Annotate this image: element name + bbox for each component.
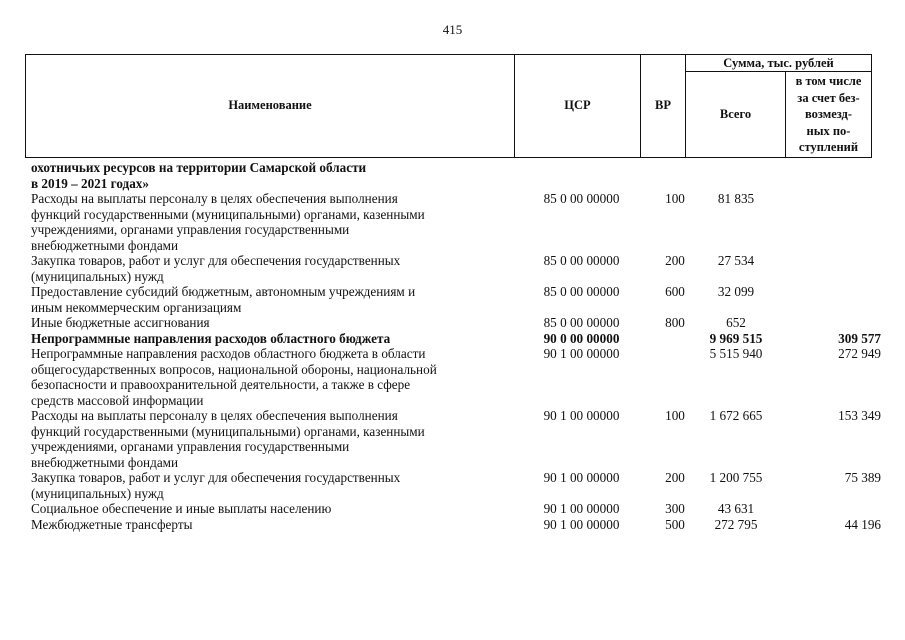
row-name-line: (муниципальных) нужд	[31, 485, 164, 501]
table-row	[31, 346, 881, 408]
row-name-line: Непрограммные направления расходов областного бюджета в области	[31, 346, 426, 361]
row-csr: 85 0 00 00000	[543, 315, 620, 330]
row-csr: 90 1 00 00000	[543, 470, 620, 485]
table-row	[31, 191, 881, 253]
row-vr: 500	[665, 516, 685, 532]
row-name-line: Социальное обеспечение и иные выплаты населению	[31, 501, 332, 516]
row-name	[31, 346, 509, 408]
row-free: 272 949	[838, 346, 881, 361]
row-name-line: средств массовой информации	[31, 392, 204, 408]
header-including	[786, 72, 872, 158]
row-name	[31, 331, 509, 347]
table-row	[31, 501, 881, 517]
row-name-line: функций государственными (муниципальными) органами, казенными	[31, 423, 425, 439]
row-total: 272 795	[714, 516, 758, 532]
row-vr: 200	[665, 253, 685, 268]
row-name	[31, 470, 509, 501]
row-name-line: Межбюджетные трансферты	[31, 516, 193, 532]
row-name	[31, 501, 509, 517]
table-row	[31, 284, 881, 315]
row-total: 1 200 755	[709, 470, 763, 485]
row-csr: 90 1 00 00000	[543, 346, 620, 361]
row-vr: 100	[665, 191, 685, 206]
table-row	[31, 408, 881, 470]
row-total: 1 672 665	[709, 408, 763, 423]
header-including-line: в том числе	[795, 74, 862, 88]
row-csr: 90 1 00 00000	[543, 516, 620, 532]
row-name-line: Закупка товаров, работ и услуг для обеспечения государственных	[31, 253, 401, 268]
table-row	[31, 470, 881, 501]
row-name-line: (муниципальных) нужд	[31, 268, 164, 284]
row-csr: 90 1 00 00000	[543, 501, 620, 516]
row-name-line: функций государственными (муниципальными) органами, казенными	[31, 206, 425, 222]
page-number: 415	[442, 22, 463, 37]
row-name-line: учреждениями, органами управления государственными	[31, 222, 350, 237]
row-total: 27 534	[717, 253, 755, 268]
table-header	[25, 54, 872, 158]
row-csr: 90 0 00 00000	[543, 330, 620, 346]
row-free: 44 196	[844, 516, 881, 532]
row-name-line: иным некоммерческим организациям	[31, 299, 242, 315]
continuation-line: в 2019 – 2021 годах»	[31, 175, 149, 191]
row-name-line: внебюджетными фондами	[31, 237, 179, 253]
row-vr: 600	[665, 284, 685, 299]
row-vr: 300	[665, 501, 685, 516]
row-total: 5 515 940	[709, 346, 763, 361]
header-total: Всего	[686, 72, 786, 158]
header-including-line: ступлений	[798, 140, 859, 154]
header-sum: Сумма, тыс. рублей	[686, 55, 872, 72]
row-name	[31, 408, 509, 470]
row-free: 309 577	[838, 330, 881, 346]
row-total: 9 969 515	[709, 330, 763, 346]
row-name-line: Расходы на выплаты персоналу в целях обеспечения выполнения	[31, 191, 398, 206]
table-row	[31, 517, 881, 533]
row-name-line: Закупка товаров, работ и услуг для обеспечения государственных	[31, 470, 401, 485]
row-vr: 800	[665, 315, 685, 330]
row-vr: 100	[665, 408, 685, 423]
continuation-line: охотничьих ресурсов на территории Самарской области	[31, 160, 367, 175]
row-total: 81 835	[717, 191, 755, 206]
table-row	[31, 315, 881, 331]
row-csr: 85 0 00 00000	[543, 191, 620, 206]
header-including-line: возмезд-	[804, 107, 853, 121]
header-vr: ВР	[641, 55, 686, 158]
row-total: 43 631	[717, 501, 755, 516]
row-name	[31, 517, 509, 533]
table-body	[31, 160, 881, 532]
row-name	[31, 315, 509, 331]
row-total: 652	[726, 315, 746, 330]
header-including-line: за счет без-	[797, 90, 860, 105]
table-row	[31, 331, 881, 347]
header-csr: ЦСР	[515, 55, 641, 158]
row-name	[31, 284, 509, 315]
row-vr: 200	[665, 470, 685, 485]
row-name-line: безопасности и правоохранительной деятельности, а также в сфере	[31, 377, 411, 392]
row-total: 32 099	[717, 284, 755, 299]
header-name: Наименование	[26, 55, 515, 158]
row-csr: 85 0 00 00000	[543, 253, 620, 268]
table-row	[31, 253, 881, 284]
row-name-line: внебюджетными фондами	[31, 454, 179, 470]
row-free: 75 389	[844, 470, 881, 485]
row-name	[31, 191, 509, 253]
row-csr: 85 0 00 00000	[543, 284, 620, 299]
header-including-line: ных по-	[806, 123, 851, 138]
row-name-line: общегосударственных вопросов, национальной обороны, национальной	[31, 361, 437, 377]
continuation-title	[31, 160, 881, 191]
row-name	[31, 253, 509, 284]
row-free: 153 349	[838, 408, 881, 423]
row-name-line: Иные бюджетные ассигнования	[31, 315, 210, 330]
row-name-line: Расходы на выплаты персоналу в целях обеспечения выполнения	[31, 408, 398, 423]
row-csr: 90 1 00 00000	[543, 408, 620, 423]
row-name-line: Предоставление субсидий бюджетным, автономным учреждениям и	[31, 284, 416, 299]
row-name-line: учреждениями, органами управления государственными	[31, 439, 350, 454]
row-name-line: Непрограммные направления расходов областного бюджета	[31, 330, 391, 346]
